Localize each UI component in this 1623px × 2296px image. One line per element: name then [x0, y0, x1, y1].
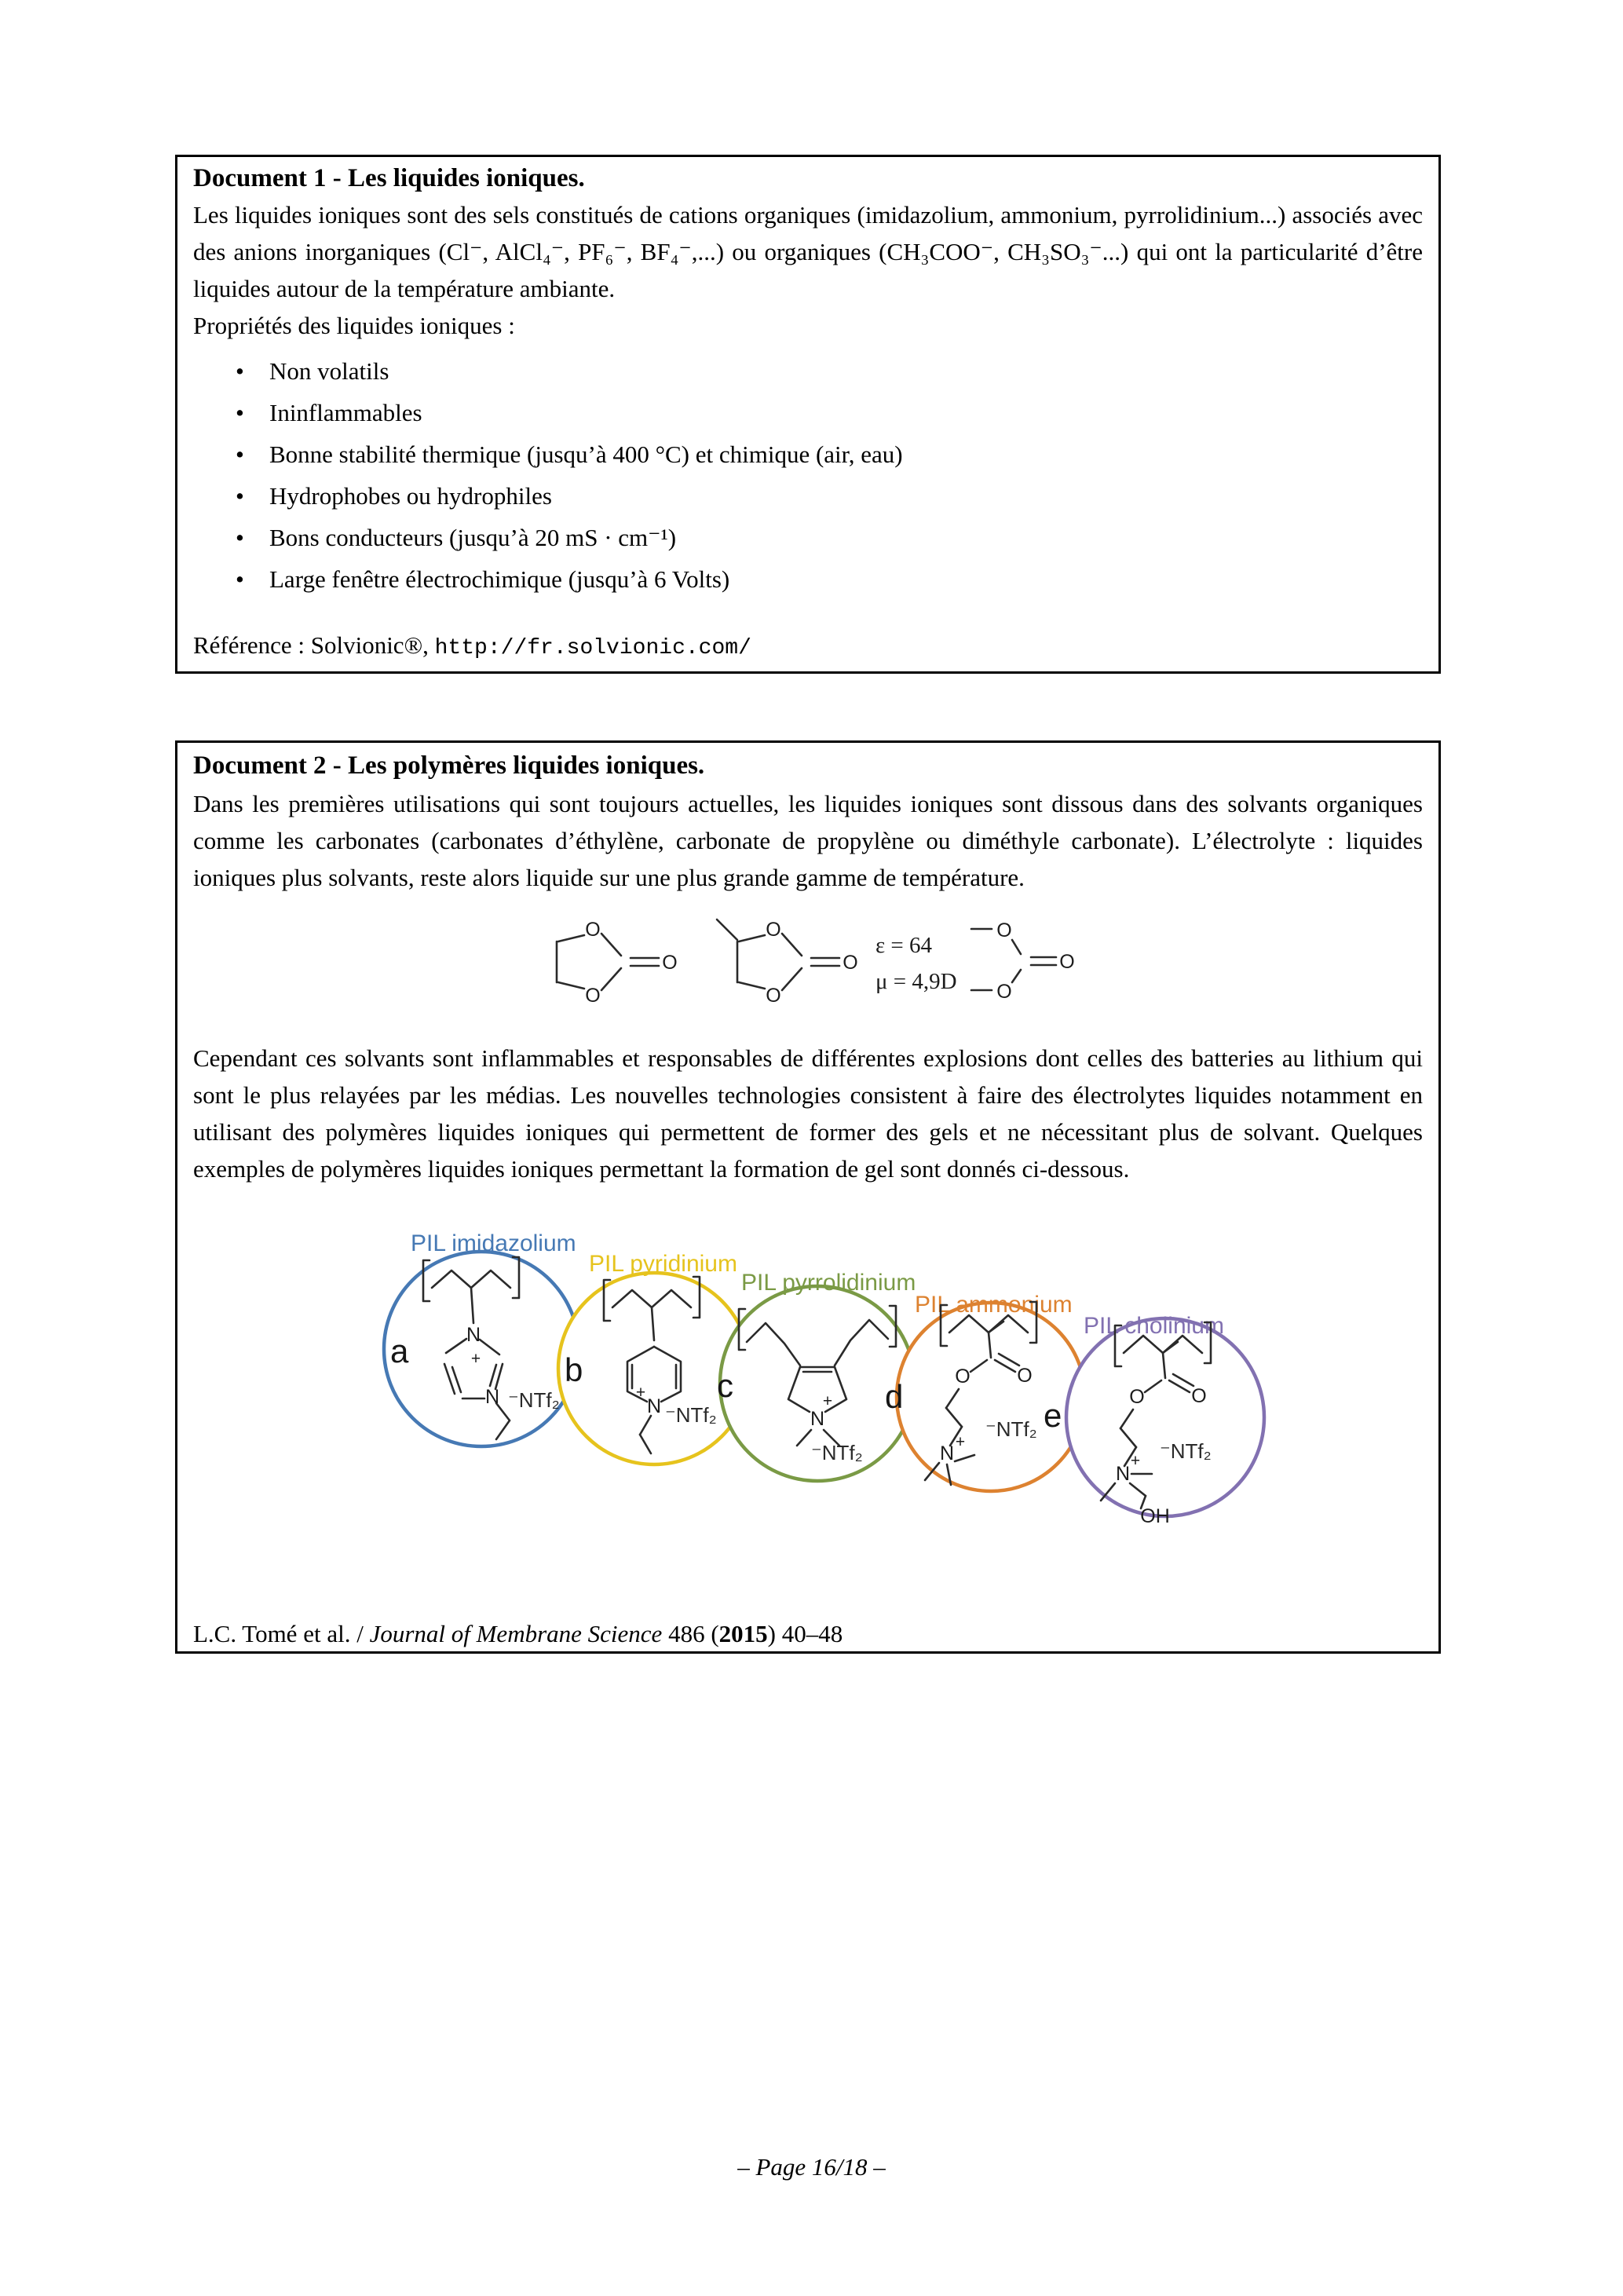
- plus-charge: +: [635, 1384, 646, 1402]
- document-1-box: [175, 155, 1441, 674]
- bullet-icon: •: [236, 565, 244, 593]
- pil-ammonium-label: PIL ammonium: [915, 1292, 1073, 1318]
- pil-imidazolium-label: PIL imidazolium: [411, 1230, 576, 1256]
- panel-letter: b: [565, 1351, 583, 1388]
- list-item: [193, 517, 1423, 558]
- page-number: – Page 16/18 –: [737, 2153, 886, 2181]
- pil-pyridinium-label: PIL pyridinium: [589, 1251, 737, 1277]
- pil-cholinium-circle: [1066, 1318, 1264, 1516]
- list-item: [193, 433, 1423, 475]
- bullet-text: Large fenêtre électrochimique (jusqu’à 6 Volts): [269, 565, 730, 593]
- doc2-paragraph-1: Dans les premières utilisations qui sont toujours actuelles, les liquides ioniques sont dissous dans des solvants organiques comme les carbonates (carbonates d’éthylène, carbonate de propylène ou diméthyle carbonate). L’électrolyte : liquides ioniques plus solvants, reste alors liquide sur une plus grande gamme de température.: [193, 790, 1423, 891]
- bullet-text: Non volatils: [269, 357, 389, 385]
- oxygen-atom-label: O: [766, 919, 781, 941]
- bullet-text: Bonne stabilité thermique (jusqu’à 400 °C) et chimique (air, eau): [269, 441, 903, 468]
- ntf2-anion-label: ⁻NTf₂: [508, 1388, 560, 1412]
- list-item: [193, 558, 1423, 600]
- pil-imidazolium-circle: [384, 1252, 579, 1446]
- bullet-icon: •: [236, 357, 244, 385]
- panel-letter: e: [1044, 1397, 1062, 1434]
- hydroxyl-label: OH: [1140, 1505, 1170, 1527]
- citation-authors: L.C. Tomé et al. /: [193, 1620, 370, 1647]
- doc1-bullet-list: [193, 350, 1423, 600]
- reference-url: http://fr.solvionic.com/: [434, 636, 751, 660]
- oxygen-atom-label: O: [955, 1366, 971, 1387]
- doc1-reference-line: [193, 627, 1423, 667]
- citation-volume: 486 (: [662, 1620, 719, 1647]
- citation-pages: ) 40–48: [767, 1620, 843, 1647]
- ntf2-anion-label: ⁻NTf₂: [811, 1441, 863, 1464]
- pil-imidazolium-group: [384, 1230, 579, 1446]
- carbonate-solvents-figure: [506, 891, 1119, 1025]
- ntf2-anion-label: ⁻NTf₂: [665, 1403, 717, 1427]
- bullet-text: Ininflammables: [269, 399, 422, 426]
- dimethyl-carbonate-structure: [971, 919, 1075, 1003]
- epsilon-value-label: ε = 64: [875, 933, 933, 958]
- propylene-carbonate-structure: [717, 919, 858, 1007]
- oxygen-atom-label: O: [1191, 1385, 1207, 1407]
- pil-cholinium-label: PIL cholinium: [1084, 1313, 1224, 1339]
- plus-charge: +: [470, 1350, 481, 1368]
- pil-ammonium-group: [885, 1292, 1085, 1491]
- ethylene-carbonate-structure: [557, 919, 678, 1007]
- panel-letter: a: [390, 1333, 409, 1369]
- plus-charge: +: [1130, 1452, 1141, 1470]
- oxygen-atom-label: O: [766, 985, 781, 1007]
- plus-charge: +: [955, 1433, 966, 1451]
- oxygen-atom-label: O: [996, 981, 1012, 1003]
- oxygen-atom-label: O: [662, 952, 678, 974]
- oxygen-atom-label: O: [1129, 1386, 1145, 1408]
- bullet-icon: •: [236, 399, 244, 426]
- doc1-title: Document 1 - Les liquides ioniques.: [193, 164, 585, 192]
- pil-pyridinium-group: [558, 1251, 750, 1464]
- oxygen-atom-label: O: [585, 919, 601, 941]
- nitrogen-atom-label: N: [939, 1442, 955, 1464]
- list-item: [193, 475, 1423, 517]
- bullet-text: Hydrophobes ou hydrophiles: [269, 482, 552, 510]
- mu-value-label: μ = 4,9D: [875, 969, 957, 994]
- panel-letter: d: [885, 1378, 904, 1415]
- citation-year: 2015: [718, 1620, 768, 1647]
- doc1-intro-paragraph: Les liquides ioniques sont des sels constitués de cations organiques (imidazolium, ammonium, pyrrolidinium...) associés avec des anions inorganiques (Cl⁻, AlCl₄⁻, PF₆⁻, BF₄⁻,...) ou organiques (CH₃COO⁻, CH₃SO₃⁻...) qui ont la particularité d’être liquides autour de la température ambiante.: [193, 201, 1423, 302]
- list-item: [193, 392, 1423, 433]
- list-item: [193, 350, 1423, 392]
- bullet-icon: •: [236, 482, 244, 510]
- reference-label: Référence : Solvionic®,: [193, 631, 435, 659]
- nitrogen-atom-label: N: [810, 1408, 825, 1430]
- bullet-icon: •: [236, 441, 244, 468]
- nitrogen-atom-label: N: [646, 1395, 662, 1417]
- pil-pyrrolidinium-label: PIL pyrrolidinium: [741, 1270, 916, 1296]
- bullet-icon: •: [236, 524, 244, 551]
- doc1-properties-heading: Propriétés des liquides ioniques :: [193, 312, 515, 339]
- panel-letter: c: [717, 1367, 733, 1404]
- nitrogen-atom-label: N: [484, 1386, 500, 1408]
- plus-charge: +: [822, 1392, 833, 1410]
- oxygen-atom-label: O: [996, 919, 1012, 941]
- pil-pyrrolidinium-group: [717, 1270, 916, 1481]
- ntf2-anion-label: ⁻NTf₂: [1160, 1439, 1212, 1463]
- citation-journal: Journal of Membrane Science: [369, 1620, 663, 1647]
- doc2-paragraph-2: Cependant ces solvants sont inflammables et responsables de différentes explosions dont celles des batteries au lithium qui sont le plus relayées par les médias. Les nouvelles technologies consistent à faire des électrolytes liquides notamment en utilisant des polymères liquides ioniques qui permettent de former des gels et ne nécessitant plus de solvant. Quelques exemples de polymères liquides ioniques permettant la formation de gel sont donnés ci-dessous.: [193, 1044, 1423, 1183]
- document-2-box: [175, 740, 1441, 1654]
- bullet-text: Bons conducteurs (jusqu’à 20 mS · cm⁻¹): [269, 524, 677, 551]
- doc2-citation: [193, 1615, 843, 1652]
- ntf2-anion-label: ⁻NTf₂: [985, 1417, 1037, 1441]
- nitrogen-atom-label: N: [1115, 1463, 1131, 1485]
- doc2-title: Document 2 - Les polymères liquides ioniques.: [193, 751, 705, 780]
- pil-cholinium-group: [1044, 1313, 1264, 1527]
- oxygen-atom-label: O: [1059, 951, 1075, 973]
- oxygen-atom-label: O: [585, 985, 601, 1007]
- oxygen-atom-label: O: [843, 952, 858, 974]
- oxygen-atom-label: O: [1017, 1365, 1033, 1387]
- pil-examples-figure: [342, 1213, 1386, 1590]
- nitrogen-atom-label: N: [466, 1324, 481, 1346]
